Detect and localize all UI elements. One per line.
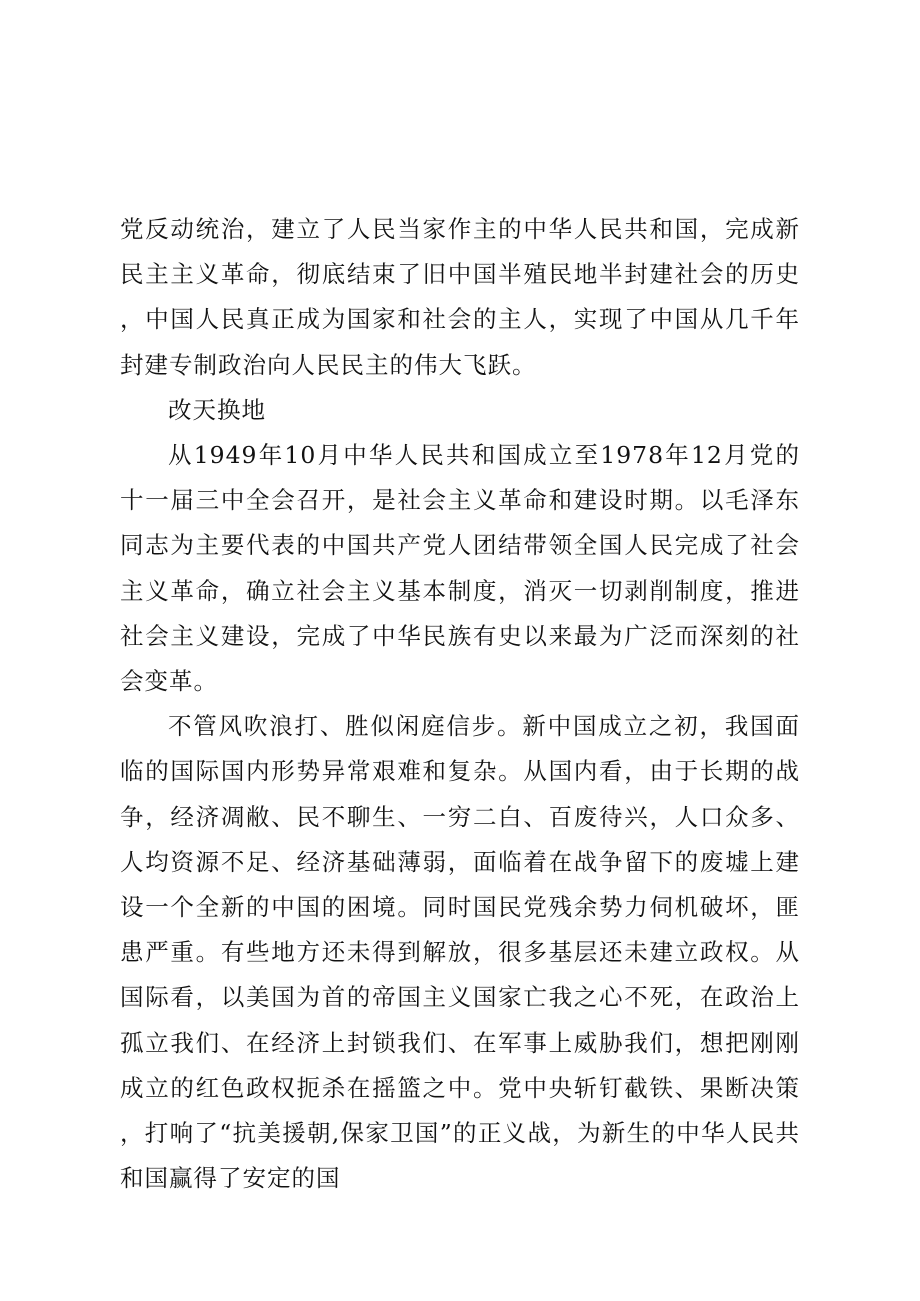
paragraph-early-challenges: 不管风吹浪打、胜似闲庭信步。新中国成立之初，我国面临的国际国内形势异常艰难和复杂。从国内看，由于长期的战争，经济凋敝、民不聊生、一穷二白、百废待兴，人口众多、人均资源不足、经济基础薄弱，面临着在战争留下的废墟上建设一个全新的中国的困境。同时国民党残余势力伺机破坏，匪患严重。有些地方还未得到解放，很多基层还未建立政权。从国际看，以美国为首的帝国主义国家亡我之心不死，在政治上孤立我们、在经济上封锁我们、在军事上威胁我们，想把刚刚成立的红色政权扼杀在摇篮之中。党中央斩钉截铁、果断决策，打响了“抗美援朝,保家卫国”的正义战，为新生的中华人民共和国赢得了安定的国 — [120, 712, 800, 1193]
paragraph-socialist-period: 从1949年10月中华人民共和国成立至1978年12月党的十一届三中全会召开，是社会主义革命和建设时期。以毛泽东同志为主要代表的中国共产党人团结带领全国人民完成了社会主义革命，确立社会主义基本制度，消灭一切剥削制度，推进社会主义建设，完成了中华民族有史以来最为广泛而深刻的社会变革。 — [120, 441, 800, 696]
paragraph-continuation: 党反动统治，建立了人民当家作主的中华人民共和国，完成新民主主义革命，彻底结束了旧中国半殖民地半封建社会的历史，中国人民真正成为国家和社会的主人，实现了中国从几千年封建专制政治向人民民主的伟大飞跃。 — [120, 215, 800, 379]
section-heading: 改天换地 — [168, 395, 266, 424]
document-page — [120, 207, 800, 1201]
